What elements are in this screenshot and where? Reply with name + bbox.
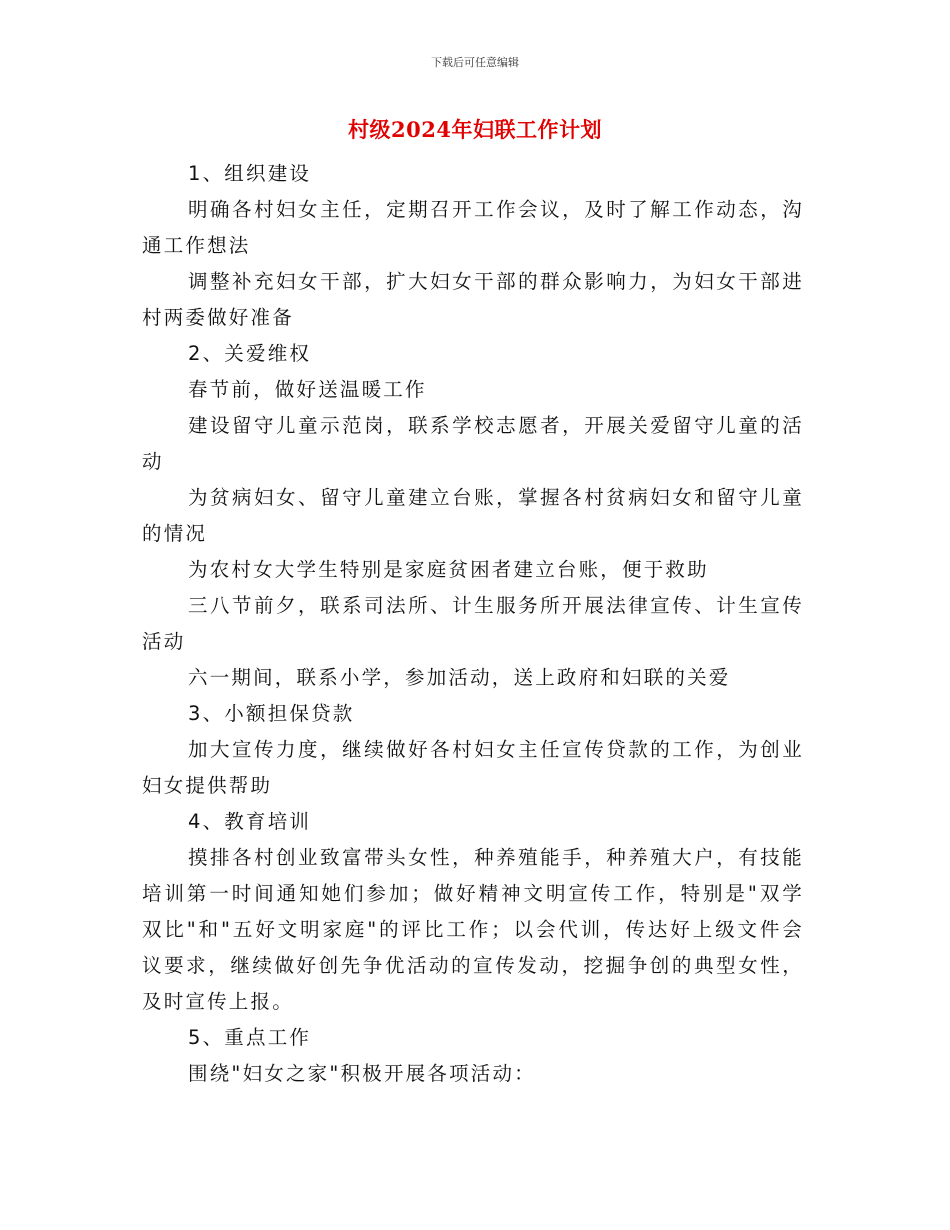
document-body — [142, 156, 804, 1092]
section-heading-organization: 1、组织建设 — [188, 162, 312, 185]
paragraph: 为农村女大学生特别是家庭贫困者建立台账，便于救助 — [188, 558, 709, 581]
section-heading-care-rights: 2、关爱维权 — [188, 342, 312, 365]
section-heading-loans: 3、小额担保贷款 — [188, 702, 355, 725]
paragraph: 春节前，做好送温暖工作 — [188, 378, 427, 401]
header-note: 下载后可任意编辑 — [431, 56, 519, 69]
paragraph: 建设留守儿童示范岗，联系学校志愿者，开展关爱留守儿童的活动 — [142, 414, 804, 473]
paragraph: 摸排各村创业致富带头女性，种养殖能手，种养殖大户，有技能培训第一时间通知她们参加；做好精神文明宣传工作，特别是"双学双比"和"五好文明家庭"的评比工作；以会代训，传达好上级文件会议要求，继续做好创先争优活动的宣传发动，挖掘争创的典型女性，及时宣传上报。 — [142, 846, 804, 1013]
paragraph: 调整补充妇女干部，扩大妇女干部的群众影响力，为妇女干部进村两委做好准备 — [142, 270, 804, 329]
paragraph: 明确各村妇女主任，定期召开工作会议，及时了解工作动态，沟通工作想法 — [142, 198, 804, 257]
section-heading-key-work: 5、重点工作 — [188, 1026, 312, 1049]
section-heading-training: 4、教育培训 — [188, 810, 312, 833]
paragraph: 围绕"妇女之家"积极开展各项活动： — [188, 1062, 536, 1085]
paragraph: 加大宣传力度，继续做好各村妇女主任宣传贷款的工作，为创业妇女提供帮助 — [142, 738, 804, 797]
paragraph: 为贫病妇女、留守儿童建立台账，掌握各村贫病妇女和留守儿童的情况 — [142, 486, 804, 545]
document-title: 村级2024年妇联工作计划 — [348, 117, 602, 142]
paragraph: 三八节前夕，联系司法所、计生服务所开展法律宣传、计生宣传活动 — [142, 594, 804, 653]
paragraph: 六一期间，联系小学，参加活动，送上政府和妇联的关爱 — [188, 666, 731, 689]
